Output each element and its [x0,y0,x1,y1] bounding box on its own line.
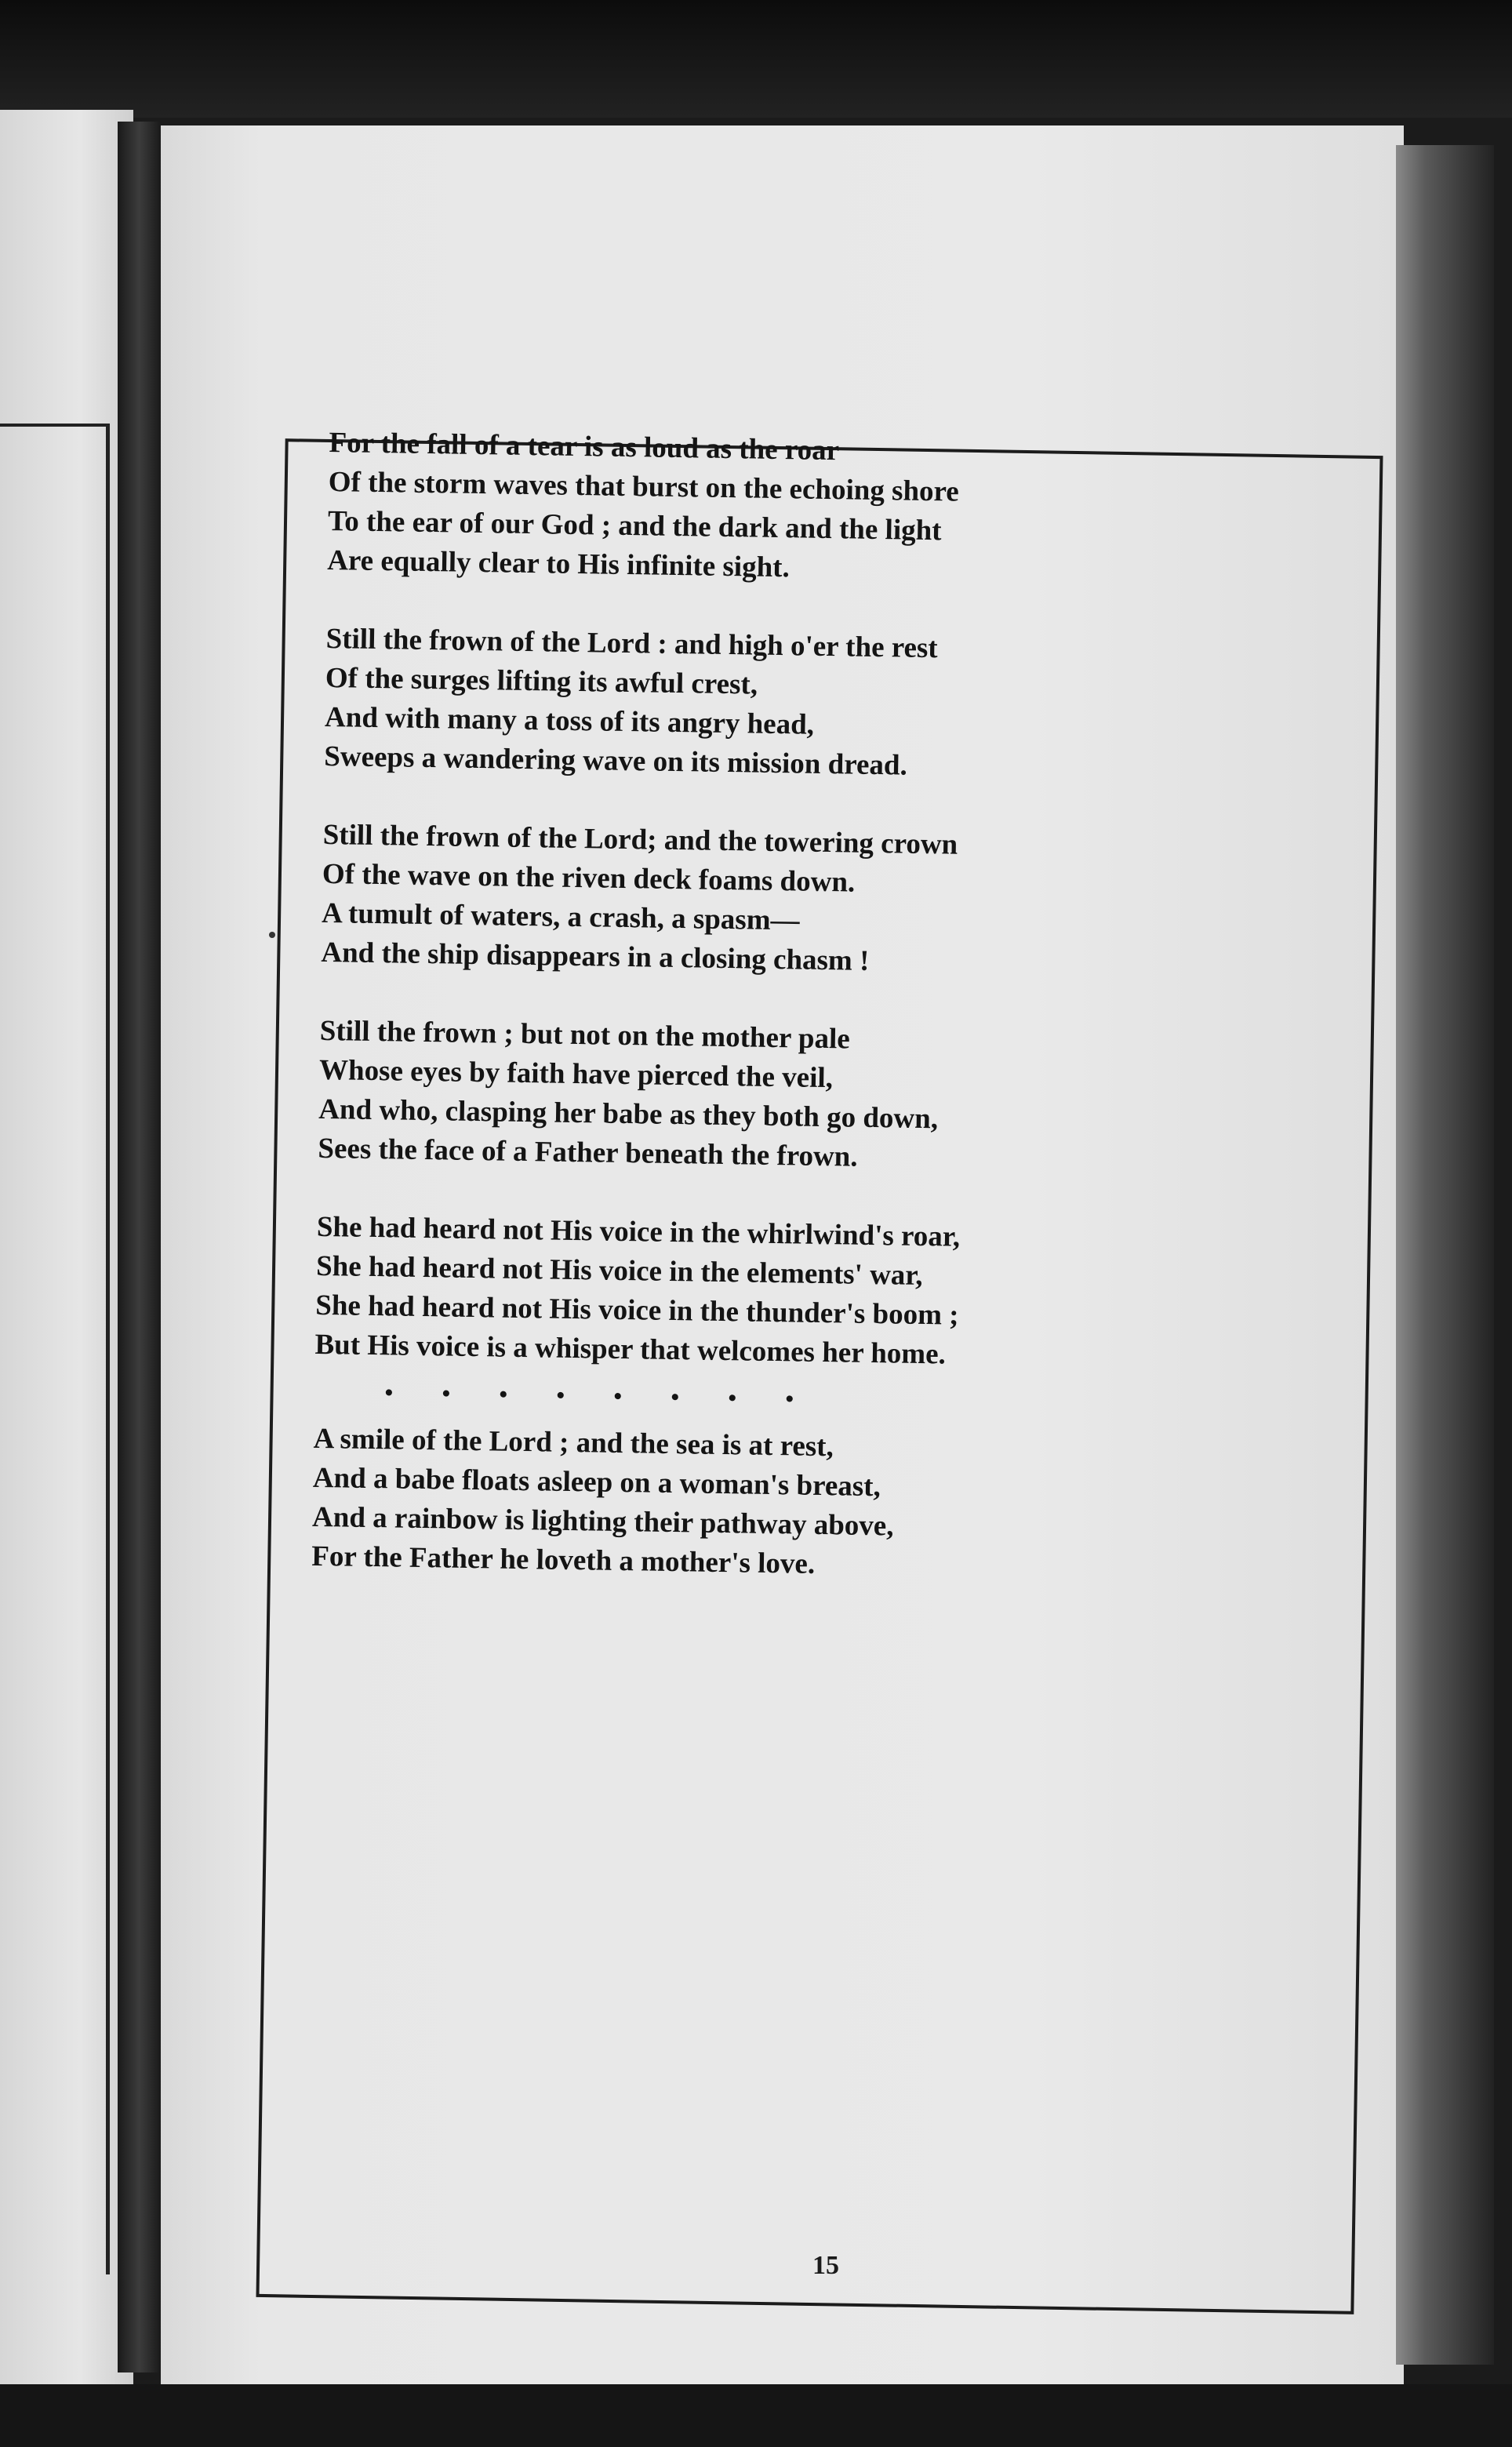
poem-line: She had heard not His voice in the elements' war, [315,1249,923,1293]
section-separator: • • • • • • • • [384,1380,794,1413]
poem-line: Of the surges lifting its awful crest, [325,661,758,701]
poem-line: And the ship disappears in a closing chasm ! [321,936,870,977]
poem-line: Of the wave on the riven deck foams down. [322,857,856,899]
book-gutter [118,122,161,2372]
poem-line: And with many a toss of its angry head, [324,700,815,741]
scanner-background-top [0,0,1512,118]
poem-line: For the Father he loveth a mother's love. [311,1540,816,1580]
poem [311,424,1161,1589]
stanza-6 [311,1420,1145,1590]
poem-line: A tumult of waters, a crash, a spasm— [321,896,800,937]
poem-line: She had heard not His voice in the thunder's boom ; [315,1289,959,1332]
poem-line: And a babe floats asleep on a woman's breast, [312,1461,881,1503]
page-number: 15 [812,2251,839,2280]
stanza-4 [318,1012,1151,1182]
poem-line: She had heard not His voice in the whirlwind's roar, [316,1210,961,1253]
poem-line: Of the storm waves that burst on the echoing shore [328,465,960,508]
stanza-1 [327,424,1161,594]
stanza-3 [321,816,1154,986]
poem-line: A smile of the Lord ; and the sea is at rest, [313,1422,834,1463]
print-speck [269,932,275,938]
page-stack-edge [1396,145,1494,2365]
poem-line: And a rainbow is lighting their pathway above, [311,1500,894,1543]
poem-line: Still the frown of the Lord : and high o'er the rest [325,622,939,665]
previous-page-edge [0,110,133,2384]
poem-line: And who, clasping her babe as they both go down, [318,1093,939,1136]
previous-page-frame [0,424,110,2274]
poem-line: Sweeps a wandering wave on its mission dread. [324,740,908,782]
scanner-background-bottom [0,2384,1512,2447]
poem-line: Still the frown ; but not on the mother pale [319,1014,851,1056]
stanza-2 [324,620,1158,790]
poem-line: For the fall of a tear is as loud as the roar [329,426,840,467]
poem-line: Sees the face of a Father beneath the frown. [318,1132,858,1173]
poem-line: Still the frown of the Lord; and the towering crown [322,818,958,861]
poem-line: Are equally clear to His infinite sight. [326,544,791,584]
stanza-5 [314,1208,1148,1378]
poem-line: To the ear of our God ; and the dark and the light [327,504,942,547]
poem-line: But His voice is a whisper that welcomes her home. [314,1328,947,1371]
poem-line: Whose eyes by faith have pierced the veil, [318,1053,834,1095]
